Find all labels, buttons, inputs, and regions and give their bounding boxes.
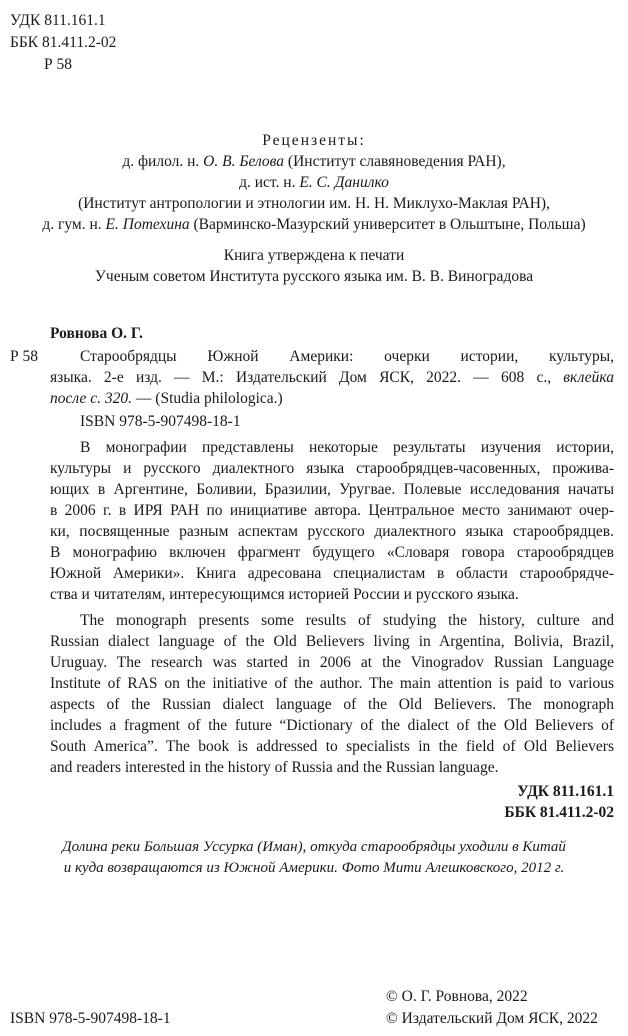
biblio-line-1: Старообрядцы Южной Америки: очерки истории, культуры, xyxy=(80,348,614,365)
udk-code-bottom: УДК 811.161.1 xyxy=(517,783,614,800)
annotation-ru-line: ки, посвященные разным аспектам русского диалектного языка старообрядцев. xyxy=(50,523,614,540)
reviewer-2-name: Е. С. Данилко xyxy=(299,174,389,191)
annotation-ru-line: В монографии представлены некоторые результаты изучения истории, xyxy=(80,439,614,456)
reviewer-2: д. ист. н. Е. С. Данилко xyxy=(239,174,389,191)
annotation-ru-line: В монографию включен фрагмент будущего «Словаря говора старообрядцев xyxy=(50,544,614,561)
biblio-line-3: после с. 320. — (Studia philologica.) xyxy=(50,390,283,407)
approval-line-1: Книга утверждена к печати xyxy=(223,247,405,264)
reviewer-3: д. гум. н. Е. Потехина (Варминско-Мазурский университет в Ольштыне, Польша) xyxy=(42,216,586,233)
bbk-code-top: ББК 81.411.2-02 xyxy=(10,34,117,51)
udk-code-top: УДК 811.161.1 xyxy=(10,12,106,29)
reviewer-1-name: О. В. Белова xyxy=(203,153,285,170)
annotation-en-line: includes a fragment of the future “Dictionary of the dialect of the Old Believers of xyxy=(50,717,614,734)
author-mark: Р 58 xyxy=(10,348,38,365)
annotation-en-line: Russian dialect language of the Old Believers living in Argentina, Bolivia, Brazil, xyxy=(50,633,614,650)
annotation-ru-line: Южной Америки». Книга адресована специалистам в области старообрядче- xyxy=(50,565,614,582)
cover-caption-line-2: и куда возвращаются из Южной Америки. Фото Мити Алешковского, 2012 г. xyxy=(63,860,565,876)
approval-line-2: Ученым советом Института русского языка им. В. В. Виноградова xyxy=(94,268,534,285)
copyright-author: © О. Г. Ровнова, 2022 xyxy=(386,988,528,1005)
annotation-en-line: and readers interested in the history of Russia and the Russian language. xyxy=(50,759,499,776)
annotation-en-line: South America”. The book is addressed to specialists in the field of Old Believers xyxy=(50,738,614,755)
annotation-ru-line: культуры и русского диалектного языка старообрядцев-часовенных, прожива- xyxy=(50,460,614,477)
reviewers-heading: Рецензенты: xyxy=(262,132,366,149)
reviewer-1: д. филол. н. О. В. Белова (Институт славяноведения РАН), xyxy=(122,153,506,170)
annotation-en-line: aspects of the Russian dialect language of the Old Believers. The monograph xyxy=(50,696,614,713)
annotation-en-line: Uruguay. The research was started in 2006 at the Vinogradov Russian Language xyxy=(50,654,614,671)
book-author: Ровнова О. Г. xyxy=(50,325,143,342)
annotation-ru-line: ющих в Аргентине, Боливии, Бразилии, Уругвае. Полевые исследования начаты xyxy=(50,481,614,498)
annotation-en-line: The monograph presents some results of studying the history, culture and xyxy=(80,612,614,629)
bbk-code-bottom: ББК 81.411.2-02 xyxy=(504,804,614,821)
author-mark-top: Р 58 xyxy=(44,56,72,73)
annotation-ru-line: ства и читателям, интересующимся историей России и русского языка. xyxy=(50,586,519,603)
cover-caption-line-1: Долина реки Большая Уссурка (Иман), откуда старообрядцы уходили в Китай xyxy=(62,839,566,855)
reviewer-3-name: Е. Потехина xyxy=(105,216,190,233)
copyright-publisher: © Издательский Дом ЯСК, 2022 xyxy=(386,1010,598,1027)
biblio-isbn: ISBN 978-5-907498-18-1 xyxy=(80,413,241,430)
annotation-ru-line: в 2006 г. в ИРЯ РАН по инициативе автора. Центральное место занимают очер- xyxy=(50,502,614,519)
annotation-en-line: Institute of RAS on the initiative of the author. The main attention is paid to various xyxy=(50,675,614,692)
reviewer-2-affiliation: (Институт антропологии и этнологии им. Н. Н. Миклухо-Маклая РАН), xyxy=(78,195,550,212)
biblio-line-2: языка. 2-е изд. — М.: Издательский Дом ЯСК, 2022. — 608 с., вклейка xyxy=(50,369,614,386)
footer-isbn: ISBN 978-5-907498-18-1 xyxy=(10,1010,171,1027)
